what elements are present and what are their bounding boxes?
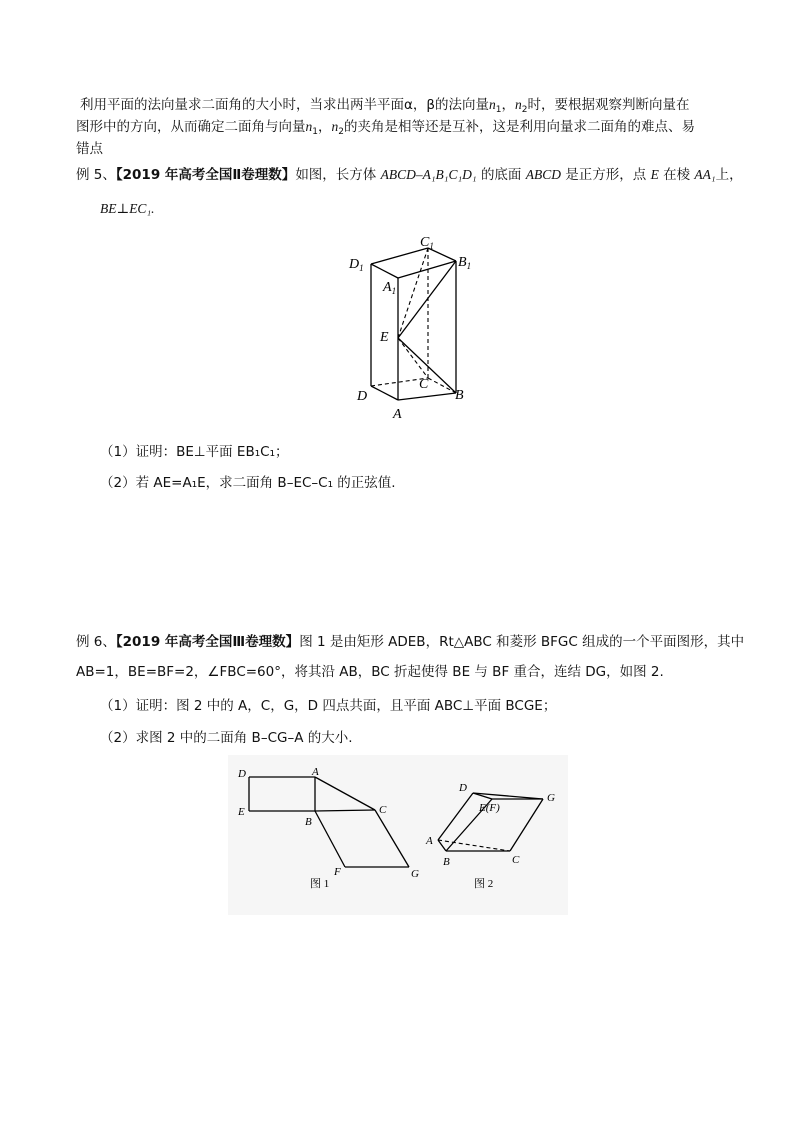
statement-text: 图 1 是由矩形 ADEB，Rt△ABC 和菱形 BFGC 组成的一个平面图形，其中 xyxy=(299,634,745,650)
fig2-label-b: B xyxy=(443,856,450,868)
base-name: ABCD xyxy=(525,167,561,182)
subscript: 1 xyxy=(495,105,502,115)
normal-vector-n2: n xyxy=(331,119,339,134)
fig2-label-d: D xyxy=(459,782,467,794)
fig1-label-c: C xyxy=(379,804,387,816)
fig1-label-g: G xyxy=(411,868,419,880)
question-number: （1） xyxy=(100,444,136,460)
intro-text: 图形中的方向，从而确定二面角与向量 xyxy=(76,119,306,135)
example-6-question-2 xyxy=(100,728,353,748)
question-number: （2） xyxy=(100,730,136,746)
label-a: A xyxy=(393,407,402,422)
edge-a1d1 xyxy=(371,264,398,278)
question-text: 若 AE=A₁E，求二面角 B–EC–C₁ 的正弦值. xyxy=(135,475,396,491)
example-number: 例 5、 xyxy=(76,167,116,183)
scan-background xyxy=(228,755,568,915)
statement-text: 上， xyxy=(715,167,743,183)
edge-name: AA₁ xyxy=(694,167,716,182)
edge-ab xyxy=(398,393,456,400)
intro-text: 的夹角是相等还是互补，这是利用向量求二面角的难点、易 xyxy=(343,119,695,135)
statement-text: 是正方形，点 xyxy=(565,167,647,183)
edge-d1c1 xyxy=(371,248,428,264)
edge-da xyxy=(371,386,398,400)
intro-text: 时，要根据观察判断向量在 xyxy=(527,97,690,113)
example-6-question-1 xyxy=(100,696,556,716)
example-5-question-1 xyxy=(100,442,288,462)
intro-text: 利用平面的法向量求二面角的大小时，当求出两半平面α，β的法向量 xyxy=(80,97,490,113)
fig2-label-g: G xyxy=(547,792,555,804)
fig1-label-d: D xyxy=(238,768,246,780)
fig1-label-b: B xyxy=(305,816,312,828)
label-d: D xyxy=(357,389,368,404)
question-number: （2） xyxy=(100,475,136,491)
subscript: 2 xyxy=(338,127,344,137)
label-b1: $B_1$ xyxy=(458,255,472,271)
example-6-statement-2 xyxy=(76,662,664,682)
statement-text: 在棱 xyxy=(663,167,691,183)
intro-text: ， xyxy=(501,97,515,113)
fig1-label-f: F xyxy=(334,866,341,878)
fig2-label-ef: E(F) xyxy=(479,802,500,814)
fig2-label-a: A xyxy=(426,835,433,847)
folding-figures xyxy=(228,755,568,915)
solid-name: ABCD–A₁B₁C₁D₁ xyxy=(380,167,477,182)
exam-source: 【2019 年高考全国Ⅲ卷理数】 xyxy=(115,634,300,650)
hidden-segment-ec xyxy=(398,338,428,378)
fig1-label-a: A xyxy=(312,766,319,778)
label-e: E xyxy=(380,330,389,345)
figure-2-caption: 图 2 xyxy=(474,878,494,890)
point-name: E xyxy=(650,167,659,182)
edge-b1a1 xyxy=(398,261,456,278)
example-number: 例 6、 xyxy=(76,634,116,650)
label-d1: $D_1$ xyxy=(349,257,364,273)
fig2-label-c: C xyxy=(512,854,520,866)
fig1-label-e: E xyxy=(238,806,245,818)
figure-1-caption: 图 1 xyxy=(310,878,330,890)
statement-text: 的底面 xyxy=(480,167,522,183)
hidden-segment-ec1 xyxy=(398,248,428,338)
intro-line-3 xyxy=(76,139,103,159)
example-5-condition: BE⊥EC₁. xyxy=(100,201,155,216)
question-number: （1） xyxy=(100,698,136,714)
label-b: B xyxy=(455,388,464,403)
normal-vector-n1: n xyxy=(489,97,496,112)
example-5-question-2 xyxy=(100,473,396,493)
question-text: 求图 2 中的二面角 B–CG–A 的大小. xyxy=(135,730,353,746)
example-6-statement-1 xyxy=(76,632,744,652)
normal-vector-n1: n xyxy=(305,119,313,134)
normal-vector-n2: n xyxy=(515,97,522,112)
intro-text: ， xyxy=(317,119,332,135)
cuboid-figure xyxy=(340,228,490,428)
question-text: 证明：图 2 中的 A，C，G，D 四点共面，且平面 ABC⊥平面 BCGE； xyxy=(135,698,557,714)
intro-line-2 xyxy=(76,117,695,142)
label-c: C xyxy=(419,377,429,392)
statement-text: 如图，长方体 xyxy=(295,167,377,183)
label-c1: $C_1$ xyxy=(420,235,434,251)
question-text: 证明：BE⊥平面 EB₁C₁； xyxy=(135,444,289,460)
statement-text: AB=1，BE=BF=2，∠FBC=60°，将其沿 AB，BC 折起使得 BE 与 BF 重合，连结 DG，如图 2. xyxy=(76,664,664,680)
intro-text: 错点 xyxy=(76,141,103,157)
subscript: 1 xyxy=(312,127,318,137)
subscript: 2 xyxy=(521,105,528,115)
exam-source: 【2019 年高考全国Ⅱ卷理数】 xyxy=(115,167,296,183)
label-a1: $A_1$ xyxy=(383,280,397,296)
segment-eb1 xyxy=(398,261,456,338)
example-5-statement xyxy=(76,165,743,185)
